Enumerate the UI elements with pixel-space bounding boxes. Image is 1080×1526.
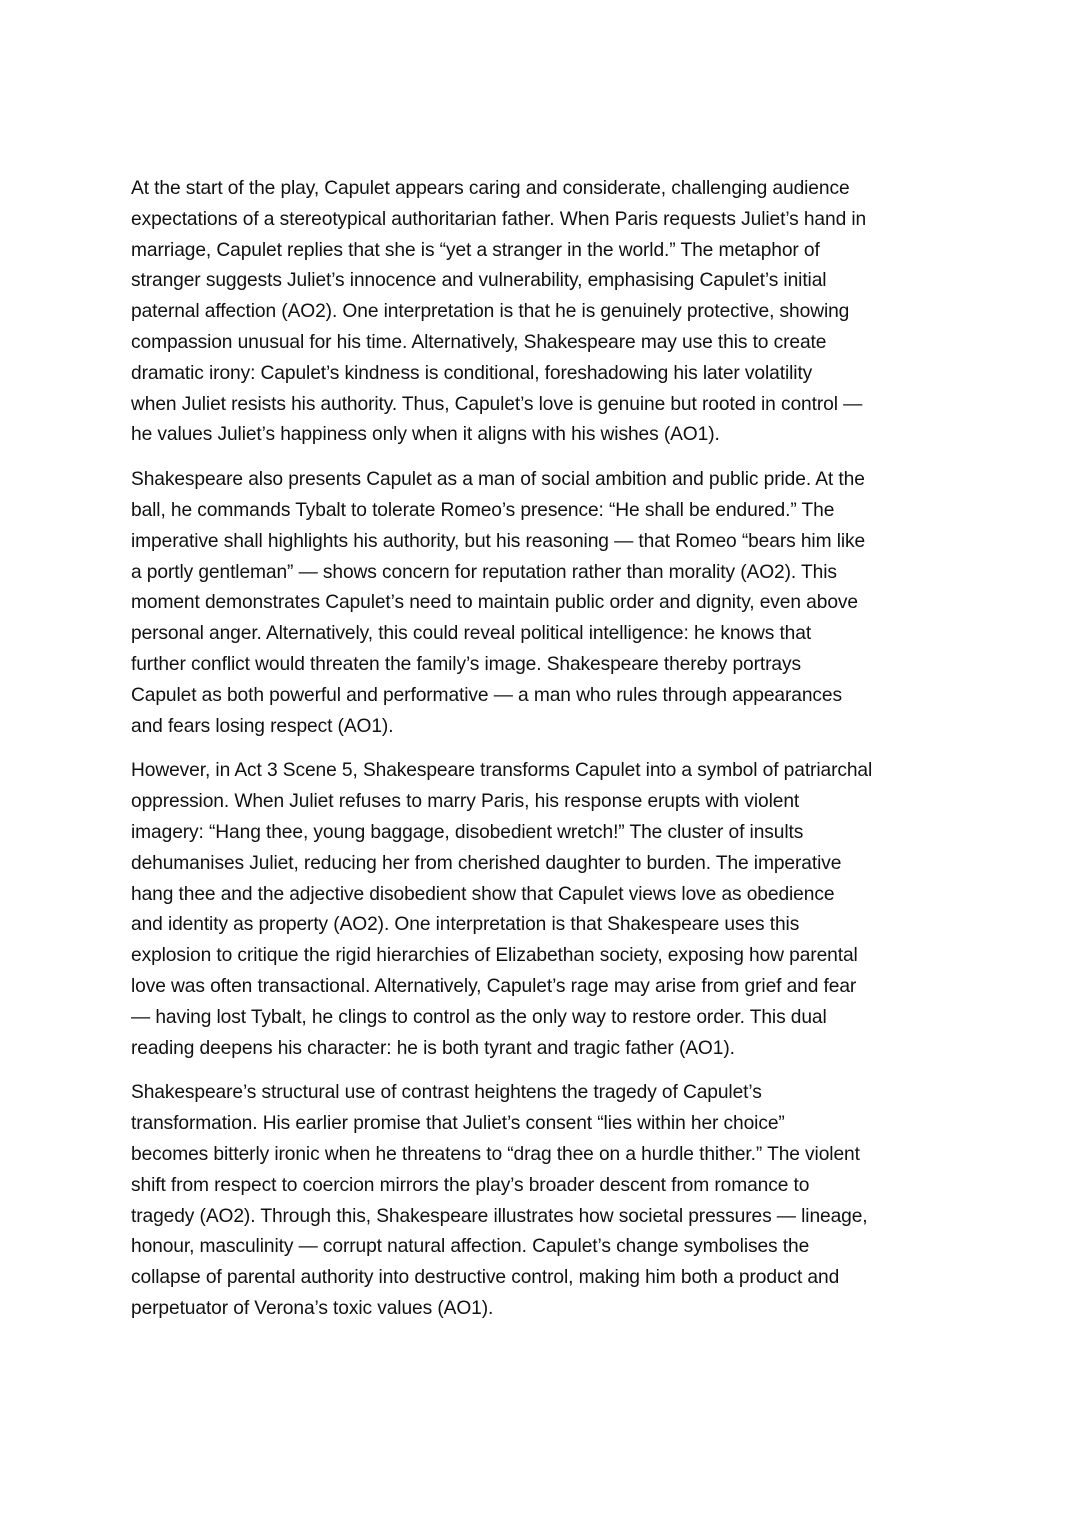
- text-line: dramatic irony: Capulet’s kindness is conditional, foreshadowing his later volatility: [131, 362, 813, 384]
- text-line: moment demonstrates Capulet’s need to maintain public order and dignity, even above: [131, 592, 858, 614]
- paragraph-3: [131, 756, 956, 1064]
- text-line: becomes bitterly ironic when he threatens to “drag thee on a hurdle thither.” The violent: [131, 1143, 860, 1165]
- text-line: marriage, Capulet replies that she is “yet a stranger in the world.” The metaphor of: [131, 239, 820, 261]
- text-line: shift from respect to coercion mirrors the play’s broader descent from romance to: [131, 1174, 810, 1196]
- text-line: personal anger. Alternatively, this could reveal political intelligence: he knows that: [131, 623, 812, 645]
- text-line: honour, masculinity — corrupt natural affection. Capulet’s change symbolises the: [131, 1236, 810, 1258]
- paragraph-1: [131, 174, 956, 451]
- text-line: a portly gentleman” — shows concern for reputation rather than morality (AO2). This: [131, 561, 837, 583]
- text-line: Shakespeare’s structural use of contrast heightens the tragedy of Capulet’s: [131, 1082, 762, 1104]
- text-line: At the start of the play, Capulet appears caring and considerate, challenging audience: [131, 178, 850, 199]
- text-line: compassion unusual for his time. Alternatively, Shakespeare may use this to create: [131, 331, 827, 353]
- text-line: stranger suggests Juliet’s innocence and vulnerability, emphasising Capulet’s initial: [131, 270, 827, 292]
- text-line: reading deepens his character: he is both tyrant and tragic father (AO1).: [131, 1037, 735, 1059]
- text-line: expectations of a stereotypical authoritarian father. When Paris requests Juliet’s hand in: [131, 208, 867, 230]
- text-line: transformation. His earlier promise that Juliet’s consent “lies within her choice”: [131, 1113, 785, 1135]
- text-line: love was often transactional. Alternatively, Capulet’s rage may arise from grief and fear: [131, 975, 857, 997]
- text-line: Shakespeare also presents Capulet as a man of social ambition and public pride. At the: [131, 469, 865, 491]
- text-line: hang thee and the adjective disobedient show that Capulet views love as obedience: [131, 883, 835, 905]
- text-line: further conflict would threaten the family’s image. Shakespeare thereby portrays: [131, 653, 801, 675]
- text-line: tragedy (AO2). Through this, Shakespeare illustrates how societal pressures — lineage,: [131, 1205, 868, 1227]
- text-line: ball, he commands Tybalt to tolerate Romeo’s presence: “He shall be endured.” The: [131, 499, 835, 521]
- text-line: Capulet as both powerful and performative — a man who rules through appearances: [131, 684, 842, 706]
- text-line: and identity as property (AO2). One interpretation is that Shakespeare uses this: [131, 914, 800, 936]
- text-line: explosion to critique the rigid hierarchies of Elizabethan society, exposing how parental: [131, 945, 858, 967]
- essay-body: [131, 174, 956, 1339]
- text-line: when Juliet resists his authority. Thus, Capulet’s love is genuine but rooted in control —: [131, 393, 863, 415]
- text-line: — having lost Tybalt, he clings to control as the only way to restore order. This dual: [131, 1006, 827, 1028]
- paragraph-2: [131, 465, 956, 742]
- text-line: However, in Act 3 Scene 5, Shakespeare transforms Capulet into a symbol of patriarchal: [131, 760, 873, 782]
- text-line: imagery: “Hang thee, young baggage, disobedient wretch!” The cluster of insults: [131, 821, 804, 843]
- text-line: oppression. When Juliet refuses to marry Paris, his response erupts with violent: [131, 791, 800, 813]
- text-line: paternal affection (AO2). One interpretation is that he is genuinely protective, showing: [131, 301, 850, 323]
- text-line: he values Juliet’s happiness only when it aligns with his wishes (AO1).: [131, 424, 720, 446]
- text-line: collapse of parental authority into destructive control, making him both a product and: [131, 1267, 840, 1289]
- text-line: imperative shall highlights his authority, but his reasoning — that Romeo “bears him like: [131, 530, 866, 552]
- text-line: and fears losing respect (AO1).: [131, 715, 394, 737]
- paragraph-4: [131, 1078, 956, 1324]
- text-line: dehumanises Juliet, reducing her from cherished daughter to burden. The imperative: [131, 852, 842, 874]
- text-line: perpetuator of Verona’s toxic values (AO1).: [131, 1297, 494, 1319]
